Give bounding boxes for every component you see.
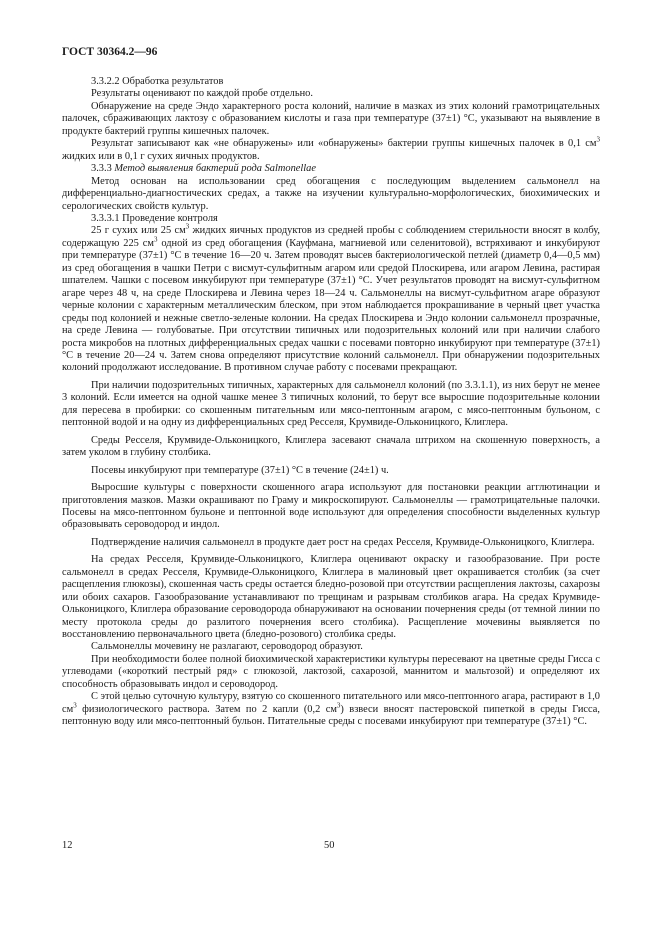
paragraph: Сальмонеллы мочевину не разлагают, сероводород образуют.: [91, 641, 363, 653]
paragraph: Выросшие культуры с поверхности скошенного агара используют для постановки реакции агглютинации и приготовления мазков. Мазки окрашивают по Граму и микроскопируют. Сальмонеллы — грамотрицательные палочки. Посевы на мясо-пептонном бульоне и пептонной воде используют для определения способности выделенных культур образовывать сероводород и индол.: [62, 482, 600, 531]
paragraph: Метод основан на использовании сред обогащения с последующим выделением сальмонелл на дифференциально-диагностических средах, а также на изучении культурально-морфологических, биохимических и серологических свойств культур.: [62, 175, 600, 212]
section-number: 3.3.3: [91, 163, 115, 175]
superscript: 3: [596, 135, 600, 144]
text-run: ) взвеси вносят пастеровской пипеткой в среды Гисса, пептонную воду или мясо-пептонный бульон. Питательные среды с посевами инкубируют при температуре (37±1) °С.: [62, 703, 600, 728]
paragraph: На средах Ресселя, Крумвиде-Ольконицкого, Клиглера оценивают окраску и газообразование. При росте сальмонелл в средах Ресселя, Крумвиде-Ольконицкого, Клиглера в малиновый цвет окрашивается столбик (за счет расщепления глюкозы), скошенная часть среды остается бледно-розовой при отсутствии расщепления лактозы, сахарозы или обоих сахаров. Газообразование устанавливают по трещинам и разрывам столбиков агара. На средах Крумвиде-Ольконицкого, Клиглера образование сероводорода обнаруживают на основании почернения среды (от темной линии по месту протокола среды до разлитого почернения всего столбика). Расщепление мочевины выявляется по восстановлению первоначального цвета (бледно-розового) столбика среды.: [62, 554, 600, 641]
superscript: 3: [73, 701, 77, 710]
superscript: 3: [153, 235, 158, 244]
superscript: 3: [336, 701, 341, 710]
paragraph: Посевы инкубируют при температуре (37±1) °С в течение (24±1) ч.: [91, 464, 389, 476]
text-run: С этой целью суточную культуру, взятую со скошенного питательного или мясо-пептонного агара, растирают в 1,0 см: [62, 691, 600, 715]
page-number-left: 12: [62, 840, 73, 851]
paragraph: Результаты оценивают по каждой пробе отдельно.: [91, 88, 313, 100]
text-run: 25 г сухих или 25 см: [91, 225, 186, 237]
paragraph: При наличии подозрительных типичных, характерных для сальмонелл колоний (по 3.3.1.1), из них берут не менее 3 колоний. Если имеется на одной чашке менее 3 типичных колоний, то берут все выросшие подозрительные колонии для пересева в пробирки: со скошенным питательным или мясо-пептонным агаром, с мясо-пептонным бульоном, с пептонной водой и на одну из дифференциальных сред Ресселя, Крумвиде-Ольконицкого, Клиглера.: [62, 379, 600, 429]
section-heading-3-3-3: [62, 163, 600, 175]
paragraph: [62, 135, 600, 163]
text-run: Результат записывают как «не обнаружены» или «обнаружены» бактерии группы кишечных палочек в 0,1 см: [91, 138, 597, 150]
document-body: [62, 76, 600, 729]
section-heading-3-3-2-2: 3.3.2.2 Обработка результатов: [91, 76, 224, 87]
page-number-center: 50: [324, 840, 335, 851]
section-heading-3-3-3-1: 3.3.3.1 Проведение контроля: [91, 212, 218, 224]
document-code: ГОСТ 30364.2—96: [62, 46, 158, 58]
paragraph: [62, 691, 600, 728]
paragraph: При необходимости более полной биохимической характеристики культуры пересевают на цветные среды Гисса с углеводами («короткий пестрый ряд» с глюкозой, лактозой, сахарозой, маннитом и мальтозой) и определяют их способность образовывать индол и сероводород.: [62, 653, 600, 690]
text-run: одной из сред обогащения (Кауфмана, магниевой или селенитовой), встряхивают и инкубируют при температуре (37±1) °С в течение 16—20 ч. Затем проводят высев бактериологической петлей (диаметр 0,4—0,5 мм) из сред обогащения в чашки Петри с висмут-сульфитным агаром или средой Плоскирева, или агаром Левина, растирая шпателем. Чашки с посевом инкубируют при температуре (37±1) °С. Учет результатов проводят на висмут-сульфитном агаре через 48 ч, на среде Плоскирева и Левина через 18—24 ч. Сальмонеллы на висмут-сульфитном агаре образуют черные колонии с характерным металлическим блеском, при этом наблюдается прокрашивание в черный цвет участка среды под колонией и нежные светло-зеленые колонии. На средах Плоскирева и Эндо колонии сальмонелл прозрачные, на среде Левина — голубоватые. При отсутствии типичных или подозрительных колоний или при наличии слабого роста микробов на плотных дифференциальных средах чашки с посевами повторно инкубируют при температуре (37±1) °С в течение 20—24 ч. Затем снова определяют присутствие колоний сальмонелл. При обнаружении подозрительных колоний продолжают исследование. В противном случае работу с посевами прекращают.: [62, 237, 600, 374]
paragraph: Обнаружение на среде Эндо характерного роста колоний, наличие в мазках из этих колоний грамотрицательных палочек, сбраживающих лактозу с образованием кислоты и газа при температуре (37±1) °С, указывают на выявление в продукте бактерий группы кишечных палочек.: [62, 100, 600, 137]
paragraph: Подтверждение наличия сальмонелл в продукте дает рост на средах Ресселя, Крумвиде-Ольконицкого, Клиглера.: [91, 536, 595, 548]
text-run: жидких или в 0,1 г сухих яичных продуктов.: [62, 150, 260, 162]
text-run: физиологического раствора. Затем по 2 капли (0,2 см: [76, 703, 337, 715]
superscript: 3: [185, 222, 190, 231]
text-run: жидких яичных продуктов из средней пробы с соблюдением стерильности вносят в колбу, содержащую 225 см: [62, 225, 601, 249]
paragraph: [62, 222, 601, 374]
section-title: Метод выявления бактерий рода Salmonellae: [114, 163, 316, 175]
paragraph: Среды Ресселя, Крумвиде-Ольконицкого, Клиглера засевают сначала штрихом на скошенную поверхность, а затем уколом в глубину столбика.: [62, 434, 600, 459]
